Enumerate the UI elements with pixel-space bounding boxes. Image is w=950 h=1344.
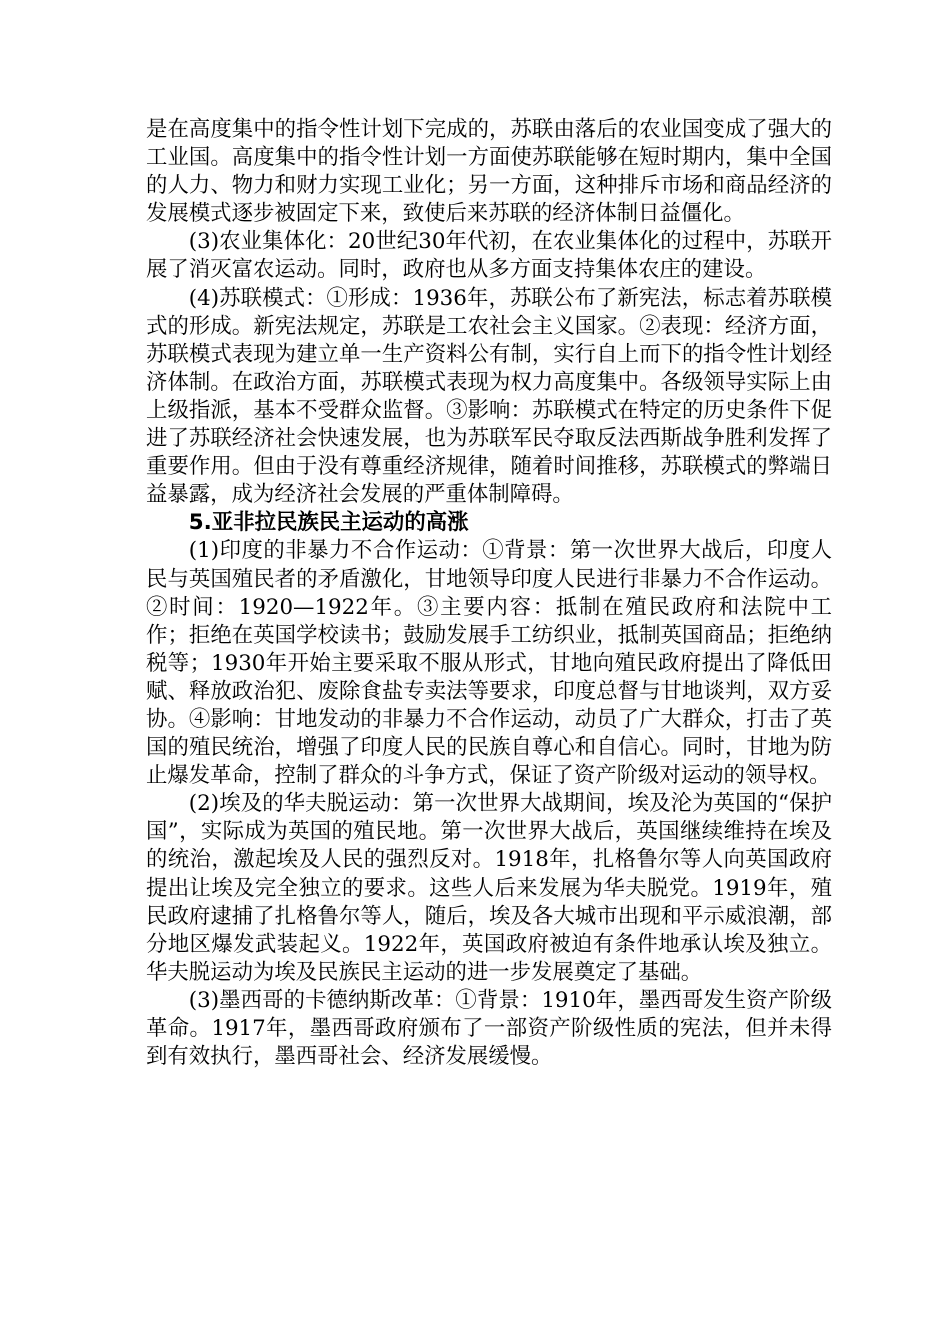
paragraph-agricultural-collectivization: (3)农业集体化：20世纪30年代初，在农业集体化的过程中，苏联开展了消灭富农运动。同时，政府也从多方面支持集体农庄的建设。 xyxy=(146,229,832,283)
paragraph-egypt-wafd: (2)埃及的华夫脱运动：第一次世界大战期间，埃及沦为英国的“保护国”，实际成为英国的殖民地。第一次世界大战后，英国继续维持在埃及的统治，激起埃及人民的强烈反对。1918年，扎格鲁尔等人向英国政府提出让埃及完全独立的要求。这些人后来发展为华夫脱党。1919年，殖民政府逮捕了扎格鲁尔等人，随后，埃及各大城市出现和平示威浪潮，部分地区爆发武装起义。1922年，英国政府被迫有条件地承认埃及独立。华夫脱运动为埃及民族民主运动的进一步发展奠定了基础。 xyxy=(146,791,832,985)
paragraph-soviet-model: (4)苏联模式：①形成：1936年，苏联公布了新宪法，标志着苏联模式的形成。新宪法规定，苏联是工农社会主义国家。②表现：经济方面，苏联模式表现为建立单一生产资料公有制，实行自上而下的指令性计划经济体制。在政治方面，苏联模式表现为权力高度集中。各级领导实际上由上级指派，基本不受群众监督。③影响：苏联模式在特定的历史条件下促进了苏联经济社会快速发展，也为苏联军民夺取反法西斯战争胜利发挥了重要作用。但由于没有尊重经济规律，随着时间推移，苏联模式的弊端日益暴露，成为经济社会发展的严重体制障碍。 xyxy=(146,285,832,508)
paragraph-continuation: 是在高度集中的指令性计划下完成的，苏联由落后的农业国变成了强大的工业国。高度集中的指令性计划一方面使苏联能够在短时期内，集中全国的人力、物力和财力实现工业化；另一方面，这种排斥市场和商品经济的发展模式逐步被固定下来，致使后来苏联的经济体制日益僵化。 xyxy=(146,117,832,227)
paragraph-india-noncooperation: (1)印度的非暴力不合作运动：①背景：第一次世界大战后，印度人民与英国殖民者的矛盾激化，甘地领导印度人民进行非暴力不合作运动。②时间：1920—1922年。③主要内容：抵制在殖民政府和法院中工作；拒绝在英国学校读书；鼓励发展手工纺织业，抵制英国商品；拒绝纳税等；1930年开始主要采取不服从形式，甘地向殖民政府提出了降低田赋、释放政治犯、废除食盐专卖法等要求，印度总督与甘地谈判，双方妥协。④影响：甘地发动的非暴力不合作运动，动员了广大群众，打击了英国的殖民统治，增强了印度人民的民族自尊心和自信心。同时，甘地为防止爆发革命，控制了群众的斗争方式，保证了资产阶级对运动的领导权。 xyxy=(146,538,832,789)
document-page xyxy=(146,116,832,1071)
paragraph-mexico-cardenas: (3)墨西哥的卡德纳斯改革：①背景：1910年，墨西哥发生资产阶级革命。1917年，墨西哥政府颁布了一部资产阶级性质的宪法，但并未得到有效执行，墨西哥社会、经济发展缓慢。 xyxy=(146,987,832,1070)
section-heading: 5.亚非拉民族民主运动的高涨 xyxy=(188,510,469,536)
